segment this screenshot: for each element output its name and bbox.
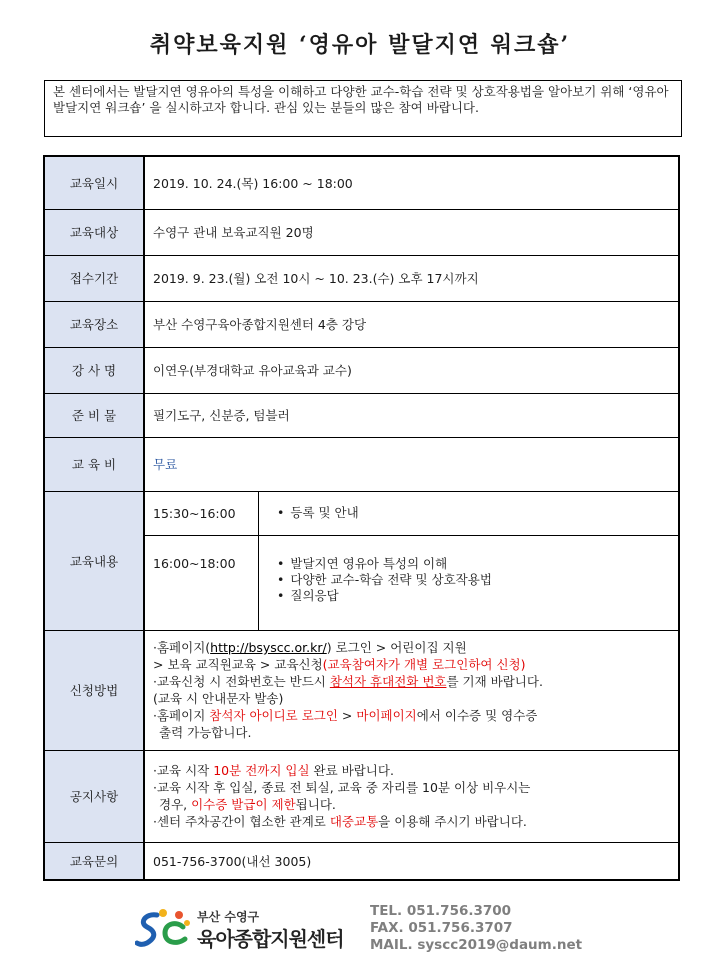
apply-highlight: 참석자 휴대전화 번호	[329, 674, 447, 689]
apply-text: ·교육신청 시 전화번호는 반드시	[153, 674, 330, 689]
schedule-items	[259, 536, 679, 630]
schedule-time: 16:00~18:00	[145, 536, 259, 630]
apply-text: 를 기재 바랍니다.	[446, 674, 543, 689]
value-supplies: 필기도구, 신분증, 텀블러	[144, 393, 679, 437]
notice-line-2: ·교육 시작 후 입실, 종료 전 퇴실, 교육 중 자리를 10분 이상 비우시는	[153, 780, 531, 795]
notice-highlight: 10분 전까지 입실	[213, 763, 310, 778]
label-inquiry: 교육문의	[44, 842, 144, 880]
intro-box	[44, 80, 682, 137]
document-title: 취약보육지원 ‘영유아 발달지연 워크숍’	[149, 32, 571, 58]
contact-tel: TEL. 051.756.3700	[370, 903, 512, 919]
apply-text: >	[337, 708, 357, 723]
notice-line-4	[153, 813, 678, 830]
value-fee: 무료	[144, 437, 679, 491]
apply-line-2	[153, 656, 678, 673]
schedule-item: • 질의응답	[277, 588, 678, 604]
notice-text: ·교육 시작	[153, 763, 214, 778]
row-target	[44, 209, 679, 255]
label-period: 접수기간	[44, 255, 144, 301]
schedule-items	[259, 492, 679, 536]
value-inquiry: 051-756-3700(내선 3005)	[144, 842, 679, 880]
apply-highlight: 참석자 아이디로 로그인	[209, 708, 338, 723]
notice-text: 을 이용해 주시기 바랍니다.	[378, 814, 527, 829]
content-schedule	[144, 491, 679, 630]
row-period	[44, 255, 679, 301]
label-fee: 교 육 비	[44, 437, 144, 491]
row-fee	[44, 437, 679, 491]
apply-text: ·홈페이지	[153, 708, 210, 723]
label-supplies: 준 비 물	[44, 393, 144, 437]
row-inquiry	[44, 842, 679, 880]
contact-info	[370, 903, 582, 954]
apply-text: 에서 이수증 및 영수증	[416, 708, 538, 723]
value-place: 부산 수영구육아종합지원센터 4층 강당	[144, 301, 679, 347]
schedule-row	[145, 536, 678, 630]
label-content: 교육내용	[44, 491, 144, 630]
schedule-item: • 등록 및 안내	[277, 505, 678, 521]
apply-line-3	[153, 673, 678, 690]
schedule-table	[145, 492, 678, 630]
apply-text: ) 로그인 > 어린이집 지원	[326, 640, 467, 655]
apply-line-5	[153, 707, 678, 724]
row-content	[44, 491, 679, 630]
schedule-time: 15:30~16:00	[145, 492, 259, 536]
row-apply	[44, 630, 679, 750]
contact-mail: MAIL. syscc2019@daum.net	[370, 937, 583, 953]
center-logo	[135, 905, 365, 953]
apply-text: > 보육 교직원교육 > 교육신청	[153, 657, 323, 672]
apply-line-1	[153, 639, 678, 656]
center-logo-icon	[135, 905, 195, 953]
notice-text: 됩니다.	[295, 797, 336, 812]
value-apply	[144, 630, 679, 750]
row-place	[44, 301, 679, 347]
intro-text: 본 센터에서는 발달지연 영유아의 특성을 이해하고 다양한 교수-학습 전략 및 상호작용법을 알아보기 위해 ‘영유아 발달지연 워크숍’ 을 실시하고자 합니다. 관심 있는 분들의 많은 참여 바랍니다.	[53, 84, 669, 115]
notice-highlight: 대중교통	[329, 814, 379, 829]
label-lecturer: 강 사 명	[44, 347, 144, 393]
value-period: 2019. 9. 23.(월) 오전 10시 ~ 10. 23.(수) 오후 17시까지	[144, 255, 679, 301]
row-supplies	[44, 393, 679, 437]
value-notice	[144, 750, 679, 842]
value-lecturer: 이연우(부경대학교 유아교육과 교수)	[144, 347, 679, 393]
value-target: 수영구 관내 보육교직원 20명	[144, 209, 679, 255]
logo-subtitle: 부산 수영구	[197, 910, 260, 924]
row-notice	[44, 750, 679, 842]
notice-text: 완료 바랍니다.	[309, 763, 394, 778]
label-date: 교육일시	[44, 156, 144, 209]
notice-text: ·센터 주차공간이 협소한 관계로	[153, 814, 330, 829]
logo-title: 육아종합지원센터	[197, 927, 344, 951]
notice-highlight: 이수증 발급이 제한	[191, 797, 296, 812]
apply-highlight: 마이페이지	[356, 708, 417, 723]
label-notice: 공지사항	[44, 750, 144, 842]
label-place: 교육장소	[44, 301, 144, 347]
schedule-row	[145, 492, 678, 536]
contact-fax: FAX. 051.756.3707	[370, 920, 513, 936]
notice-text: 경우,	[159, 797, 192, 812]
schedule-item: • 다양한 교수-학습 전략 및 상호작용법	[277, 572, 678, 588]
notice-line-1	[153, 762, 678, 779]
apply-highlight: (교육참여자가 개별 로그인하여 신청)	[322, 657, 526, 672]
apply-line-4: (교육 시 안내문자 발송)	[153, 691, 284, 706]
apply-text: ·홈페이지(	[153, 640, 211, 655]
apply-line-6: 출력 가능합니다.	[159, 725, 252, 740]
homepage-link[interactable]: http://bsyscc.or.kr/	[210, 640, 327, 655]
schedule-item: • 발달지연 영유아 특성의 이해	[277, 556, 678, 572]
row-date	[44, 156, 679, 209]
info-table	[43, 155, 680, 881]
label-target: 교육대상	[44, 209, 144, 255]
row-lecturer	[44, 347, 679, 393]
value-date: 2019. 10. 24.(목) 16:00 ~ 18:00	[144, 156, 679, 209]
notice-line-3	[153, 796, 678, 813]
label-apply: 신청방법	[44, 630, 144, 750]
